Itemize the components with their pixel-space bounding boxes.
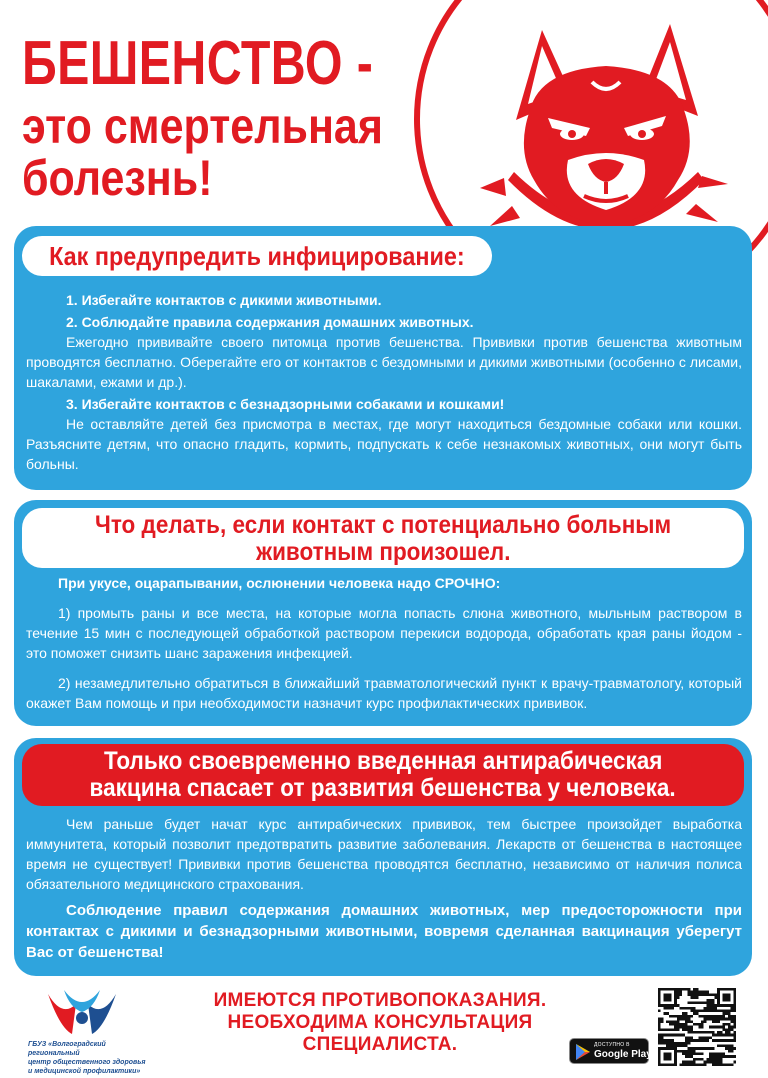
contraindications-warning: ИМЕЮТСЯ ПРОТИВОПОКАЗАНИЯ. НЕОБХОДИМА КОНСУЛЬТАЦИЯ СПЕЦИАЛИСТА. [213,990,547,1055]
headline-line2: это смертельная [22,98,383,154]
vaccine-text [26,814,742,963]
google-play-icon [576,1044,590,1060]
contact-lead: При укусе, оцарапывании, ослюнении человека надо СРОЧНО: [58,575,501,591]
contact-text [26,573,742,713]
vaccine-title: Только своевременно введенная антирабическая вакцина спасает от развития бешенства у человека. [22,744,744,806]
vaccine-body: Чем раньше будет начат курс антирабических прививок, тем быстрее произойдет выработка иммунитета, который позволит предотвратить развитие заболевания. Лекарств от бешенства в настоящее время не существует! Прививки против бешенства проводятся бесплатно, независимо от наличия полиса обязательного медицинского страхования. [26,816,742,892]
vaccine-conclusion: Соблюдение правил содержания домашних животных, мер предосторожности при контактах с дикими и безнадзорными животными, вовремя сделанная вакцинация уберегут Вас от бешенства! [26,902,742,961]
contact-step2: 2) незамедлительно обратиться в ближайший травматологический пункт к врачу-травматологу, который окажет Вам помощь и при необходимости назначит курс профилактических прививок. [26,675,742,711]
contact-step1: 1) промыть раны и все места, на которые могла попасть слюна животного, мыльным раствором в течение 15 мин с последующей обработкой раствором перекиси водорода, обработать края раны йодом - это поможет снизить шанс заражения инфекцией. [26,605,742,661]
google-play-label: Google Play [594,1049,652,1060]
org-name: ГБУЗ «Волгоградский региональный центр общественного здоровья и медицинской профилактики» [28,1041,146,1075]
prevention-item2: 2. Соблюдайте правила содержания домашних животных. [66,314,474,330]
org-logo-icon [42,984,122,1042]
google-play-badge[interactable] [569,1038,652,1064]
prevention-title: Как предупредить инфицирование: [22,236,492,276]
prevention-item3: 3. Избегайте контактов с безнадзорными собаками и кошками! [66,396,505,412]
headline-line3: болезнь! [22,150,213,206]
prevention-text [26,290,742,474]
headline [22,29,442,206]
prevention-item1: 1. Избегайте контактов с дикими животными. [66,292,382,308]
qr-code-icon[interactable] [658,988,736,1066]
contact-title: Что делать, если контакт с потенциально больным животным произошел. [22,508,744,568]
headline-line1: БЕШЕНСТВО - [22,29,374,98]
prevention-item3-text: Не оставляйте детей без присмотра в местах, где могут находиться бездомные собаки или кошки. Разъясните детям, что опасно гладить, кормить, подпускать к себе незнакомых животных, они могут быть больны. [26,416,742,472]
google-play-small: ДОСТУПНО В [594,1042,630,1048]
prevention-item2-text: Ежегодно прививайте своего питомца против бешенства. Прививки против бешенства животным проводятся бесплатно. Оберегайте его от контактов с бездомными и дикими животными (особенно с лисами, шакалами, ежами и др.). [26,334,742,390]
